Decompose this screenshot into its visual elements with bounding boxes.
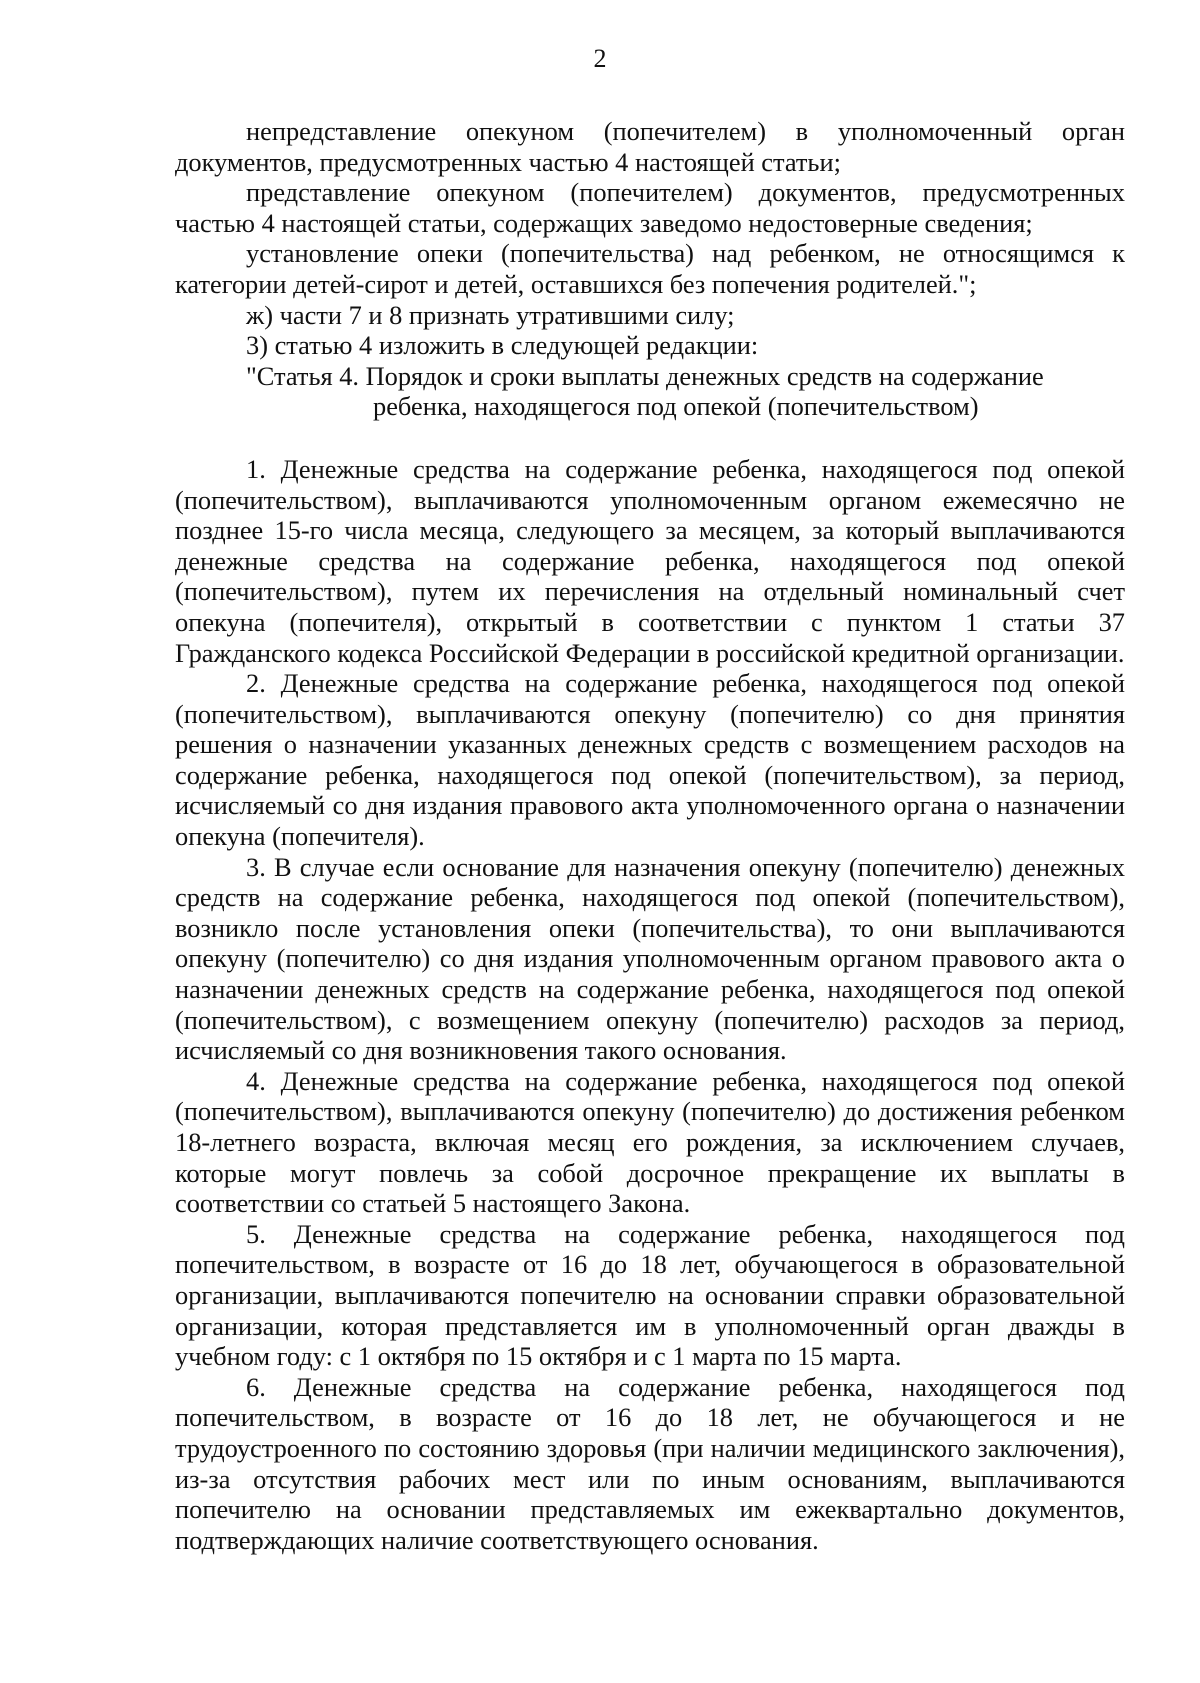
document-body xyxy=(175,116,1125,1555)
article-heading-line: ребенка, находящегося под опекой (попечительством) xyxy=(373,391,979,422)
article-paragraph: 4. Денежные средства на содержание ребенка, находящегося под опекой (попечительством), выплачиваются опекуну (попечителю) до достижения ребенком 18-летнего возраста, включая месяц его рождения, за исключением случаев, которые могут повлечь за собой досрочное прекращение их выплаты в соответствии со статьей 5 настоящего Закона. xyxy=(175,1065,1125,1219)
article-paragraph: 2. Денежные средства на содержание ребенка, находящегося под опекой (попечительством), выплачиваются опекуну (попечителю) со дня принятия решения о назначении указанных денежных средств с возмещением расходов на содержание ребенка, находящегося под опекой (попечительством), за период, исчисляемый со дня издания правового акта уполномоченного органа о назначении опекуна (попечителя). xyxy=(175,668,1125,852)
page-number: 2 xyxy=(593,44,607,73)
paragraph: установление опеки (попечительства) над ребенком, не относящимся к категории детей-сирот и детей, оставшихся без попечения родителей."; xyxy=(175,238,1125,299)
paragraph: ж) части 7 и 8 признать утратившими силу; xyxy=(246,299,735,330)
paragraph: 3) статью 4 изложить в следующей редакции: xyxy=(246,330,759,361)
article-paragraph: 6. Денежные средства на содержание ребенка, находящегося под попечительством, в возрасте от 16 до 18 лет, не обучающегося и не трудоустроенного по состоянию здоровья (при наличии медицинского заключения), из-за отсутствия рабочих мест или по иным основаниям, выплачиваются попечителю на основании представляемых им ежеквартально документов, подтверждающих наличие соответствующего основания. xyxy=(175,1371,1125,1555)
paragraph: представление опекуном (попечителем) документов, предусмотренных частью 4 настоящей статьи, содержащих заведомо недостоверные сведения; xyxy=(175,177,1125,238)
article-paragraph: 5. Денежные средства на содержание ребенка, находящегося под попечительством, в возрасте от 16 до 18 лет, обучающегося в образовательной организации, выплачиваются попечителю на основании справки образовательной организации, которая представляется им в уполномоченный орган дважды в учебном году: с 1 октября по 15 октября и с 1 марта по 15 марта. xyxy=(175,1218,1125,1372)
article-paragraph: 1. Денежные средства на содержание ребенка, находящегося под опекой (попечительством), выплачиваются уполномоченным органом ежемесячно не позднее 15-го числа месяца, следующего за месяцем, за который выплачиваются денежные средства на содержание ребенка, находящегося под опекой (попечительством), путем их перечисления на отдельный номинальный счет опекуна (попечителя), открытый в соответствии с пунктом 1 статьи 37 Гражданского кодекса Российской Федерации в российской кредитной организации. xyxy=(175,453,1125,668)
article-heading xyxy=(175,361,1125,422)
paragraph: непредставление опекуном (попечителем) в уполномоченный орган документов, предусмотренных частью 4 настоящей статьи; xyxy=(175,116,1125,177)
article-heading-line: "Статья 4. Порядок и сроки выплаты денежных средств на содержание xyxy=(246,360,1044,391)
article-paragraph: 3. В случае если основание для назначения опекуну (попечителю) денежных средств на содержание ребенка, находящегося под опекой (попечительством), возникло после установления опеки (попечительства), то они выплачиваются опекуну (попечителю) со дня издания уполномоченным органом правового акта о назначении денежных средств на содержание ребенка, находящегося под опекой (попечительством), с возмещением опекуну (попечителю) расходов за период, исчисляемый со дня возникновения такого основания. xyxy=(175,851,1125,1066)
